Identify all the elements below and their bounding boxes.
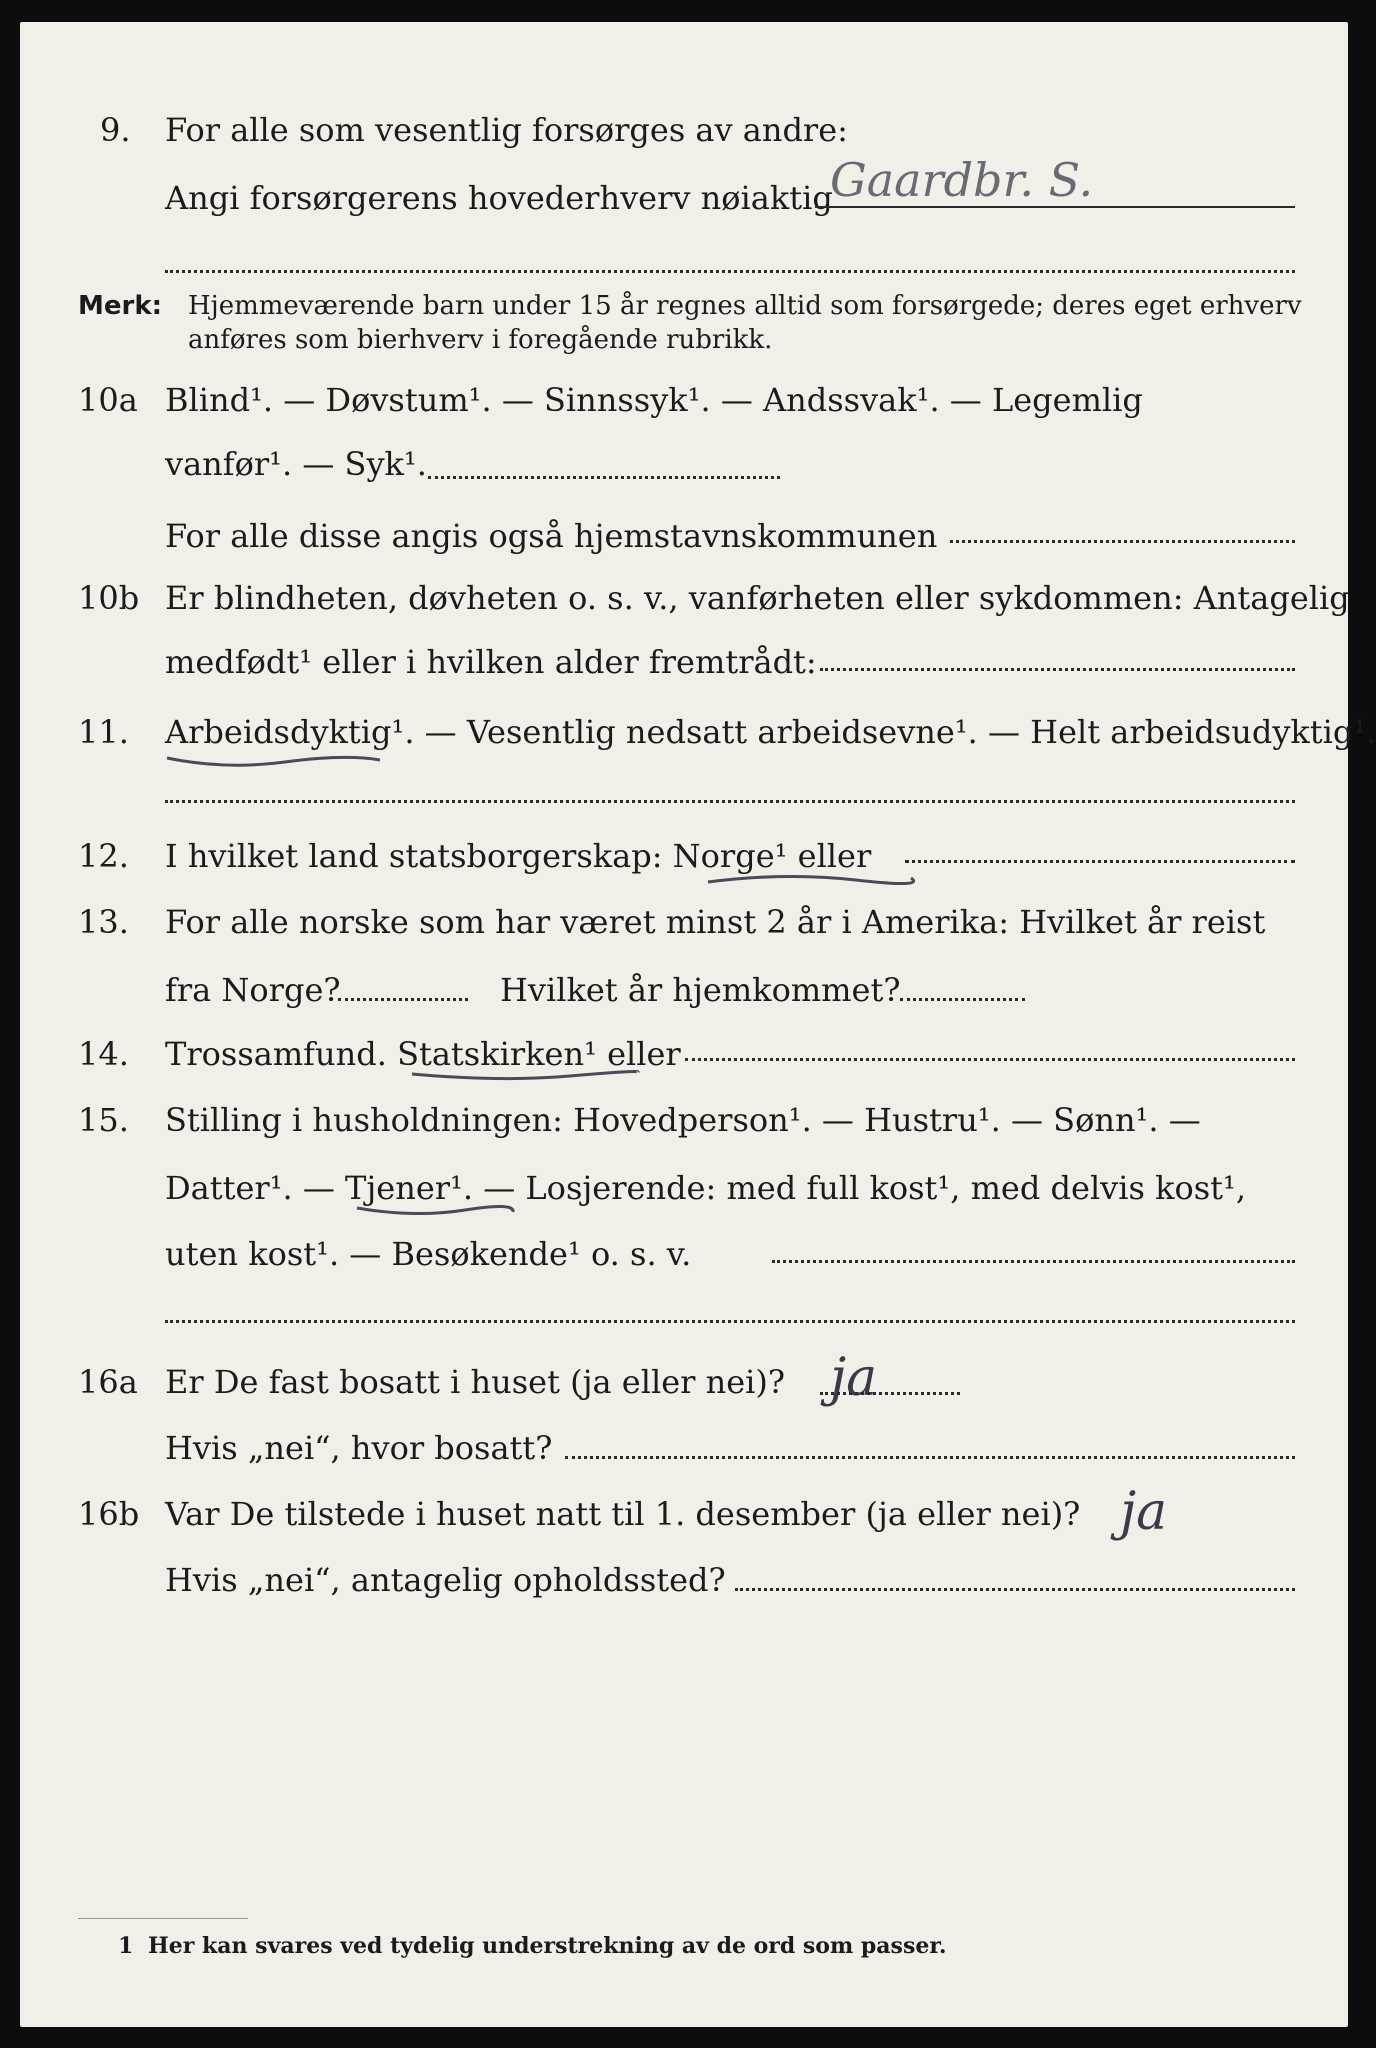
- q16b-number: 16b: [78, 1495, 140, 1533]
- q15-answer-line: [772, 1260, 1295, 1263]
- q12-handwritten-underline: [706, 870, 916, 894]
- q13-line2b: Hvilket år hjemkommet?: [500, 971, 901, 1009]
- q9-extra-line: [165, 270, 1295, 273]
- q15-line2: Datter¹. — Tjener¹. — Losjerende: med full kost¹, med delvis kost¹,: [165, 1169, 1247, 1207]
- q11-line1: Arbeidsdyktig¹. — Vesentlig nedsatt arbeidsevne¹. — Helt arbeidsudyktig¹.: [165, 713, 1376, 751]
- census-form-page: [20, 22, 1348, 2027]
- q15-number: 15.: [78, 1101, 129, 1139]
- merk-line2: anføres som bierhverv i foregående rubrikk.: [188, 325, 773, 355]
- q10b-line1: Er blindheten, døvheten o. s. v., vanførheten eller sykdommen: Antagelig: [165, 579, 1350, 617]
- q15-extra-line: [165, 1320, 1295, 1323]
- q16a-answer-line: [820, 1392, 960, 1395]
- q16b-whereabouts-line: [735, 1588, 1295, 1591]
- merk-line1: Hjemmeværende barn under 15 år regnes alltid som forsørgede; deres eget erhverv: [188, 291, 1302, 321]
- q16b-line1: Var De tilstede i huset natt til 1. desember (ja eller nei)?: [165, 1495, 1081, 1533]
- q12-number: 12.: [78, 837, 129, 875]
- q16a-number: 16a: [78, 1363, 138, 1401]
- q9-line2: Angi forsørgerens hovederhverv nøiaktig: [165, 179, 833, 217]
- q12-answer-line: [905, 860, 1295, 863]
- q14-handwritten-underline: [410, 1068, 640, 1090]
- q9-line1: For alle som vesentlig forsørges av andre:: [165, 111, 848, 149]
- q12-line1: I hvilket land statsborgerskap: Norge¹ eller: [165, 837, 872, 875]
- q16b-line2: Hvis „nei“, antagelig opholdssted?: [165, 1561, 726, 1599]
- q16a-residence-line: [565, 1456, 1295, 1459]
- q14-answer-line: [685, 1058, 1295, 1061]
- q16a-line2: Hvis „nei“, hvor bosatt?: [165, 1429, 553, 1467]
- q16a-line1: Er De fast bosatt i huset (ja eller nei)?: [165, 1363, 786, 1401]
- q10b-line2: medfødt¹ eller i hvilken alder fremtrådt:: [165, 643, 817, 681]
- q10a-municipality-line: [950, 540, 1295, 543]
- footnote-separator: [78, 1918, 248, 1919]
- footnote-text: Her kan svares ved tydelig understrekning av de ord som passer.: [148, 1933, 947, 1959]
- q16a-handwritten-answer: ja: [830, 1348, 878, 1408]
- q14-line1: Trossamfund. Statskirken¹ eller: [165, 1035, 681, 1073]
- q15-line3: uten kost¹. — Besøkende¹ o. s. v.: [165, 1235, 692, 1273]
- q15-handwritten-underline: [355, 1200, 515, 1224]
- merk-label: Merk:: [78, 291, 163, 321]
- q10a-answer-line: [428, 476, 780, 479]
- q16b-handwritten-answer: ja: [1120, 1482, 1168, 1542]
- q13-return-line: [900, 998, 1025, 1001]
- q10a-line2: vanfør¹. — Syk¹.: [165, 445, 427, 483]
- q13-line1: For alle norske som har været minst 2 år i Amerika: Hvilket år reist: [165, 903, 1266, 941]
- q9-handwritten-answer: Gaardbr. S.: [830, 153, 1094, 207]
- q13-number: 13.: [78, 903, 129, 941]
- footnote-mark: 1: [118, 1933, 134, 1959]
- q14-number: 14.: [78, 1035, 129, 1073]
- q10b-number: 10b: [78, 579, 140, 617]
- q11-handwritten-underline: [165, 748, 385, 772]
- q15-line1: Stilling i husholdningen: Hovedperson¹. — Hustru¹. — Sønn¹. —: [165, 1101, 1201, 1139]
- q11-extra-line: [165, 800, 1295, 803]
- q13-line2a: fra Norge?: [165, 971, 341, 1009]
- q10a-number: 10a: [78, 381, 138, 419]
- q10a-line1: Blind¹. — Døvstum¹. — Sinnssyk¹. — Andssvak¹. — Legemlig: [165, 381, 1143, 419]
- q9-number: 9.: [100, 111, 131, 149]
- q10b-answer-line: [820, 668, 1295, 671]
- q10a-line3: For alle disse angis også hjemstavnskommunen: [165, 517, 938, 555]
- q13-departure-line: [338, 998, 468, 1001]
- q11-number: 11.: [78, 713, 129, 751]
